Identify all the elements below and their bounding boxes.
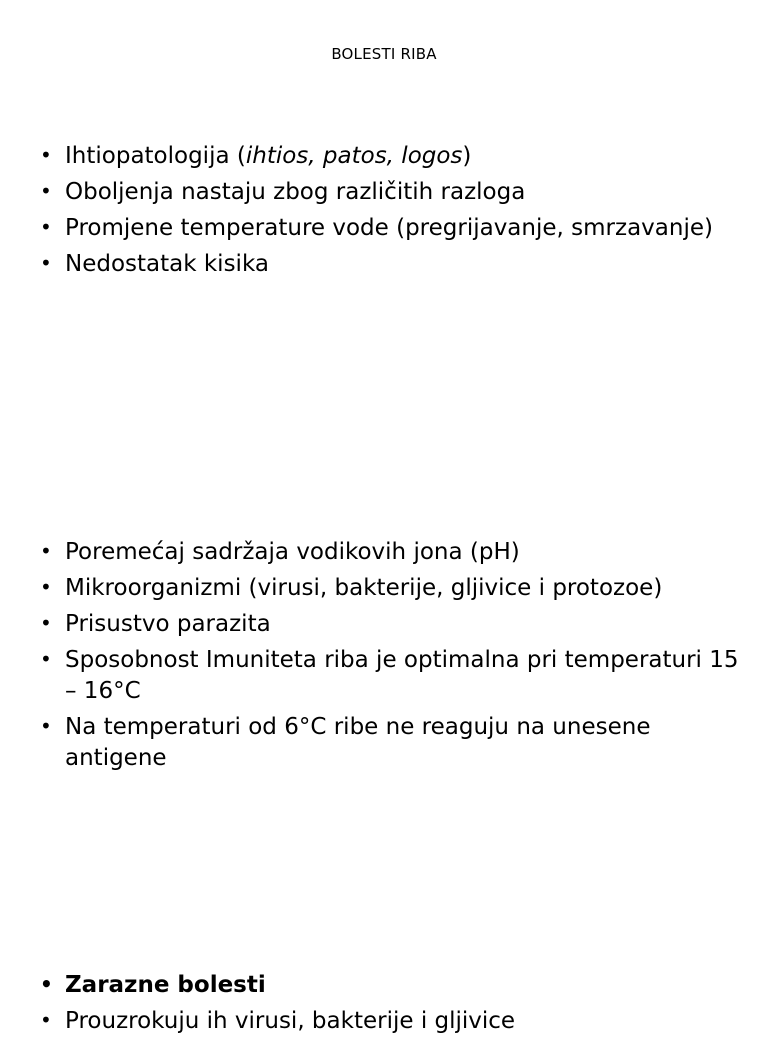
list-item: • Nedostatak kisika xyxy=(40,249,740,280)
list-item: • Prouzrokuju ih virusi, bakterije i gljivice xyxy=(40,1006,740,1037)
list-item-text: Ihtiopatologija ( xyxy=(65,143,246,169)
list-item-text: ) xyxy=(462,143,472,169)
list-item: • Promjene temperature vode (pregrijavanje, smrzavanje) xyxy=(40,213,740,244)
bullet-list-infectious xyxy=(40,970,740,1042)
list-item: • Sposobnost Imuniteta riba je optimalna pri temperaturi 15 – 16°C xyxy=(40,645,740,707)
list-item: • Mikroorganizmi (virusi, bakterije, gljivice i protozoe) xyxy=(40,573,740,604)
list-item: • Na temperaturi od 6°C ribe ne reaguju na unesene antigene xyxy=(40,712,740,774)
list-item: • Poremećaj sadržaja vodikovih jona (pH) xyxy=(40,537,740,568)
list-item-italic-text: ihtios, patos, logos xyxy=(245,143,463,169)
list-item: • Prisustvo parazita xyxy=(40,609,740,640)
list-item-heading: • Zarazne bolesti xyxy=(40,970,740,1001)
list-item xyxy=(40,141,740,172)
list-item: • Oboljenja nastaju zbog različitih razloga xyxy=(40,177,740,208)
bullet-list-causes xyxy=(40,537,740,779)
bullet-list-intro xyxy=(40,141,740,285)
document-title: BOLESTI RIBA xyxy=(331,45,437,63)
